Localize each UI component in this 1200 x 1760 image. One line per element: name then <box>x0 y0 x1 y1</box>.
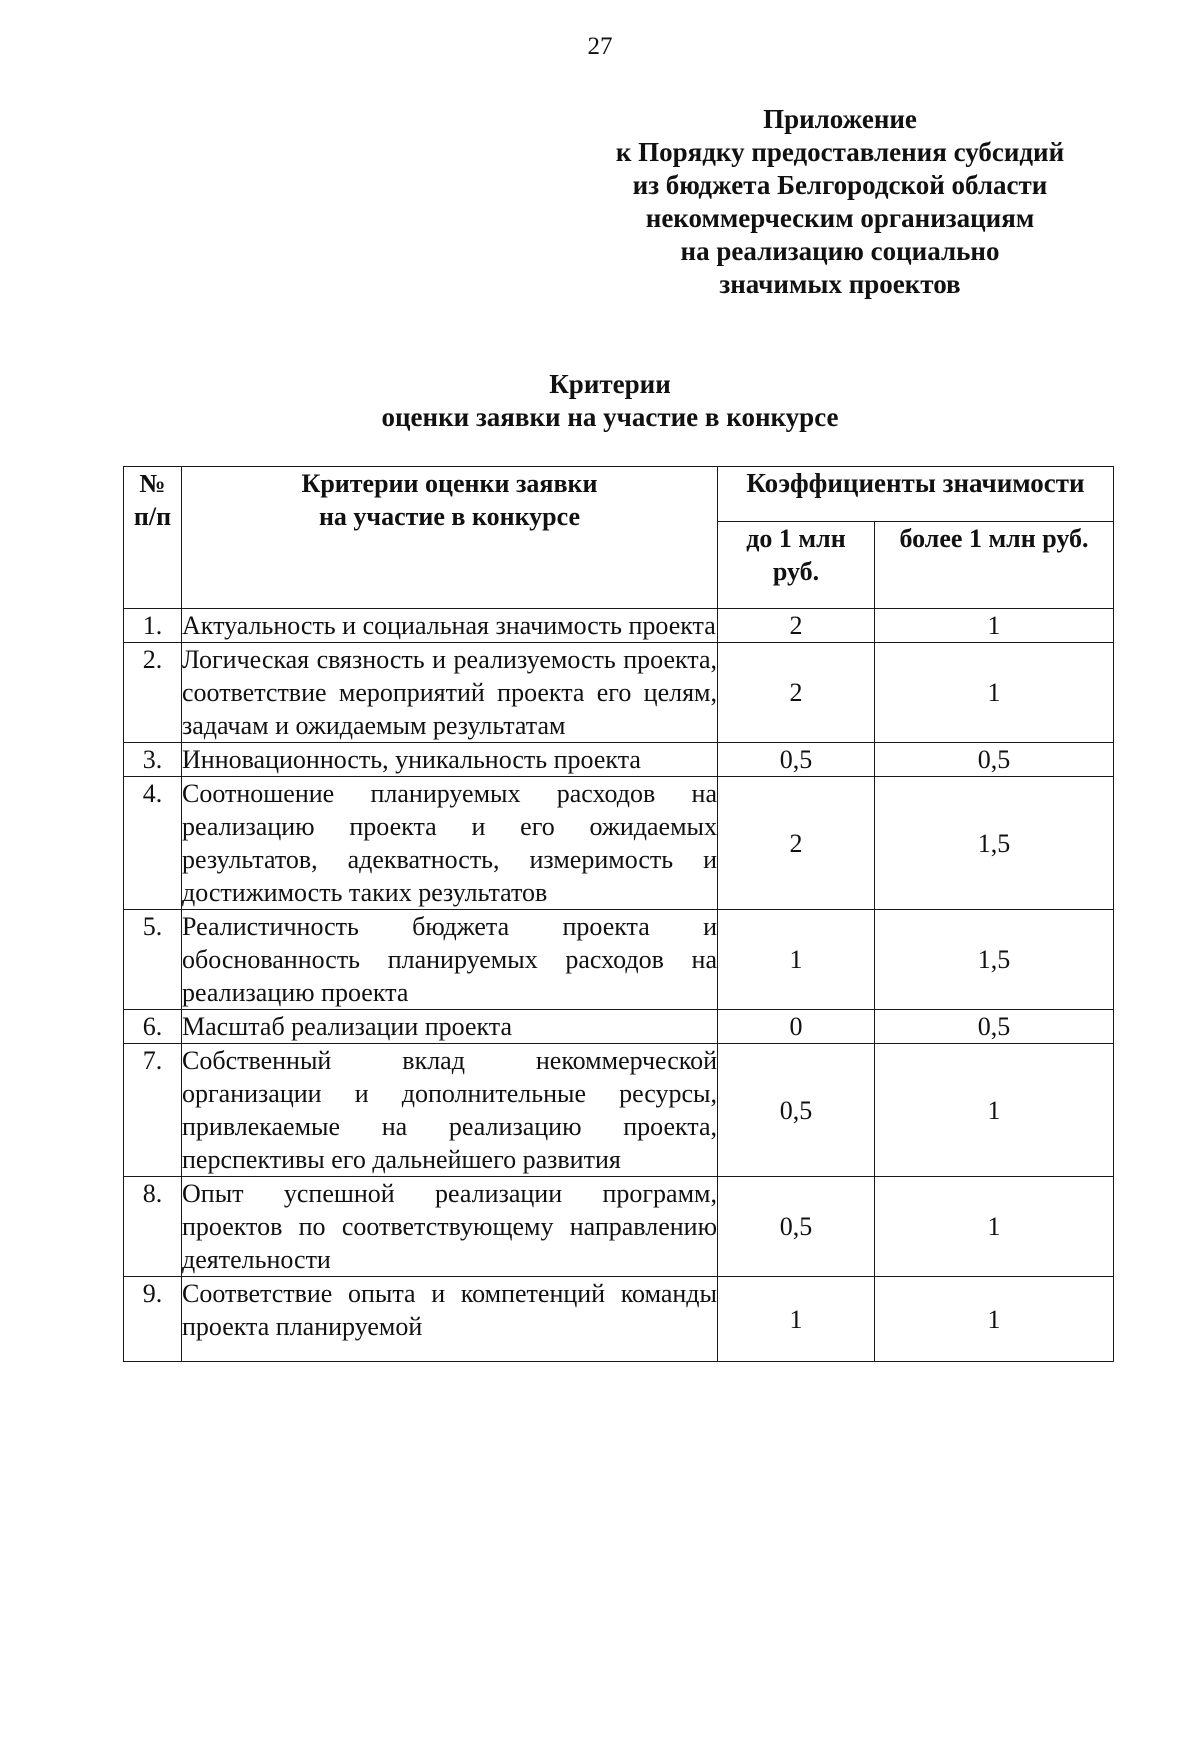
row-criterion: Реалистичность бюджета проекта и обоснованность планируемых расходов на реализацию проекта <box>182 910 718 1010</box>
table-header-row <box>124 467 1114 522</box>
row-number: 9. <box>124 1277 182 1362</box>
row-coef-up-to-1m: 2 <box>718 777 875 910</box>
criteria-table <box>123 466 1114 1362</box>
row-coef-over-1m: 1,5 <box>875 910 1114 1010</box>
row-number: 8. <box>124 1177 182 1277</box>
header-up-to-1m-line2: руб. <box>772 557 820 586</box>
appendix-line: к Порядку предоставления субсидий <box>615 137 1065 167</box>
row-criterion: Актуальность и социальная значимость проекта <box>182 609 718 643</box>
appendix-line: значимых проектов <box>719 269 961 299</box>
header-criteria-line2: на участие в конкурсе <box>318 502 581 531</box>
header-number-line2: п/п <box>133 502 172 531</box>
row-criterion: Опыт успешной реализации программ, проектов по соответствующему направлению деятельности <box>182 1177 718 1277</box>
row-number: 7. <box>124 1044 182 1177</box>
row-coef-up-to-1m: 1 <box>718 910 875 1010</box>
row-coef-up-to-1m: 0,5 <box>718 1177 875 1277</box>
row-coef-over-1m: 0,5 <box>875 743 1114 777</box>
header-number <box>124 467 182 609</box>
row-coef-up-to-1m: 0 <box>718 1010 875 1044</box>
appendix-line: на реализацию социально <box>680 236 1000 266</box>
row-coef-up-to-1m: 0,5 <box>718 743 875 777</box>
row-criterion: Логическая связность и реализуемость проекта, соответствие мероприятий проекта его целям, задачам и ожидаемым результатам <box>182 643 718 743</box>
page-number: 27 <box>587 33 613 60</box>
header-up-to-1m-line1: до 1 млн <box>746 524 846 553</box>
row-coef-over-1m: 1 <box>875 609 1114 643</box>
header-up-to-1m <box>718 522 875 609</box>
row-number: 3. <box>124 743 182 777</box>
row-number: 5. <box>124 910 182 1010</box>
row-coef-over-1m: 0,5 <box>875 1010 1114 1044</box>
row-coef-over-1m: 1 <box>875 1177 1114 1277</box>
row-criterion: Масштаб реализации проекта <box>182 1010 718 1044</box>
row-number: 1. <box>124 609 182 643</box>
document-title-line1: Критерии <box>549 369 671 399</box>
row-number: 4. <box>124 777 182 910</box>
document-title <box>180 368 1040 434</box>
row-coef-up-to-1m: 2 <box>718 609 875 643</box>
table-row <box>124 643 1114 743</box>
row-coef-up-to-1m: 2 <box>718 643 875 743</box>
header-coefficients: Коэффициенты значимости <box>718 467 1114 522</box>
row-coef-over-1m: 1 <box>875 1044 1114 1177</box>
row-coef-over-1m: 1,5 <box>875 777 1114 910</box>
table-row <box>124 609 1114 643</box>
row-number: 2. <box>124 643 182 743</box>
table-row <box>124 1277 1114 1362</box>
row-criterion: Соответствие опыта и компетенций команды проекта планируемой <box>182 1277 718 1362</box>
row-criterion: Соотношение планируемых расходов на реализацию проекта и его ожидаемых результатов, адекватность, измеримость и достижимость таких результатов <box>182 777 718 910</box>
header-criteria <box>182 467 718 609</box>
appendix-line: Приложение <box>763 104 917 134</box>
row-coef-over-1m: 1 <box>875 643 1114 743</box>
table-row <box>124 1010 1114 1044</box>
row-criterion: Инновационность, уникальность проекта <box>182 743 718 777</box>
row-coef-up-to-1m: 1 <box>718 1277 875 1362</box>
table-row <box>124 1177 1114 1277</box>
header-number-line1: № <box>139 469 166 498</box>
header-over-1m: более 1 млн руб. <box>875 522 1114 609</box>
header-criteria-line1: Критерии оценки заявки <box>301 469 598 498</box>
appendix-header <box>560 103 1120 301</box>
appendix-line: из бюджета Белгородской области <box>632 170 1048 200</box>
row-number: 6. <box>124 1010 182 1044</box>
row-coef-over-1m: 1 <box>875 1277 1114 1362</box>
table-row <box>124 743 1114 777</box>
table-row <box>124 777 1114 910</box>
document-title-line2: оценки заявки на участие в конкурсе <box>381 402 839 432</box>
row-criterion: Собственный вклад некоммерческой организации и дополнительные ресурсы, привлекаемые на реализацию проекта, перспективы его дальнейшего развития <box>182 1044 718 1177</box>
row-coef-up-to-1m: 0,5 <box>718 1044 875 1177</box>
appendix-line: некоммерческим организациям <box>645 203 1035 233</box>
table-row <box>124 910 1114 1010</box>
table-row <box>124 1044 1114 1177</box>
